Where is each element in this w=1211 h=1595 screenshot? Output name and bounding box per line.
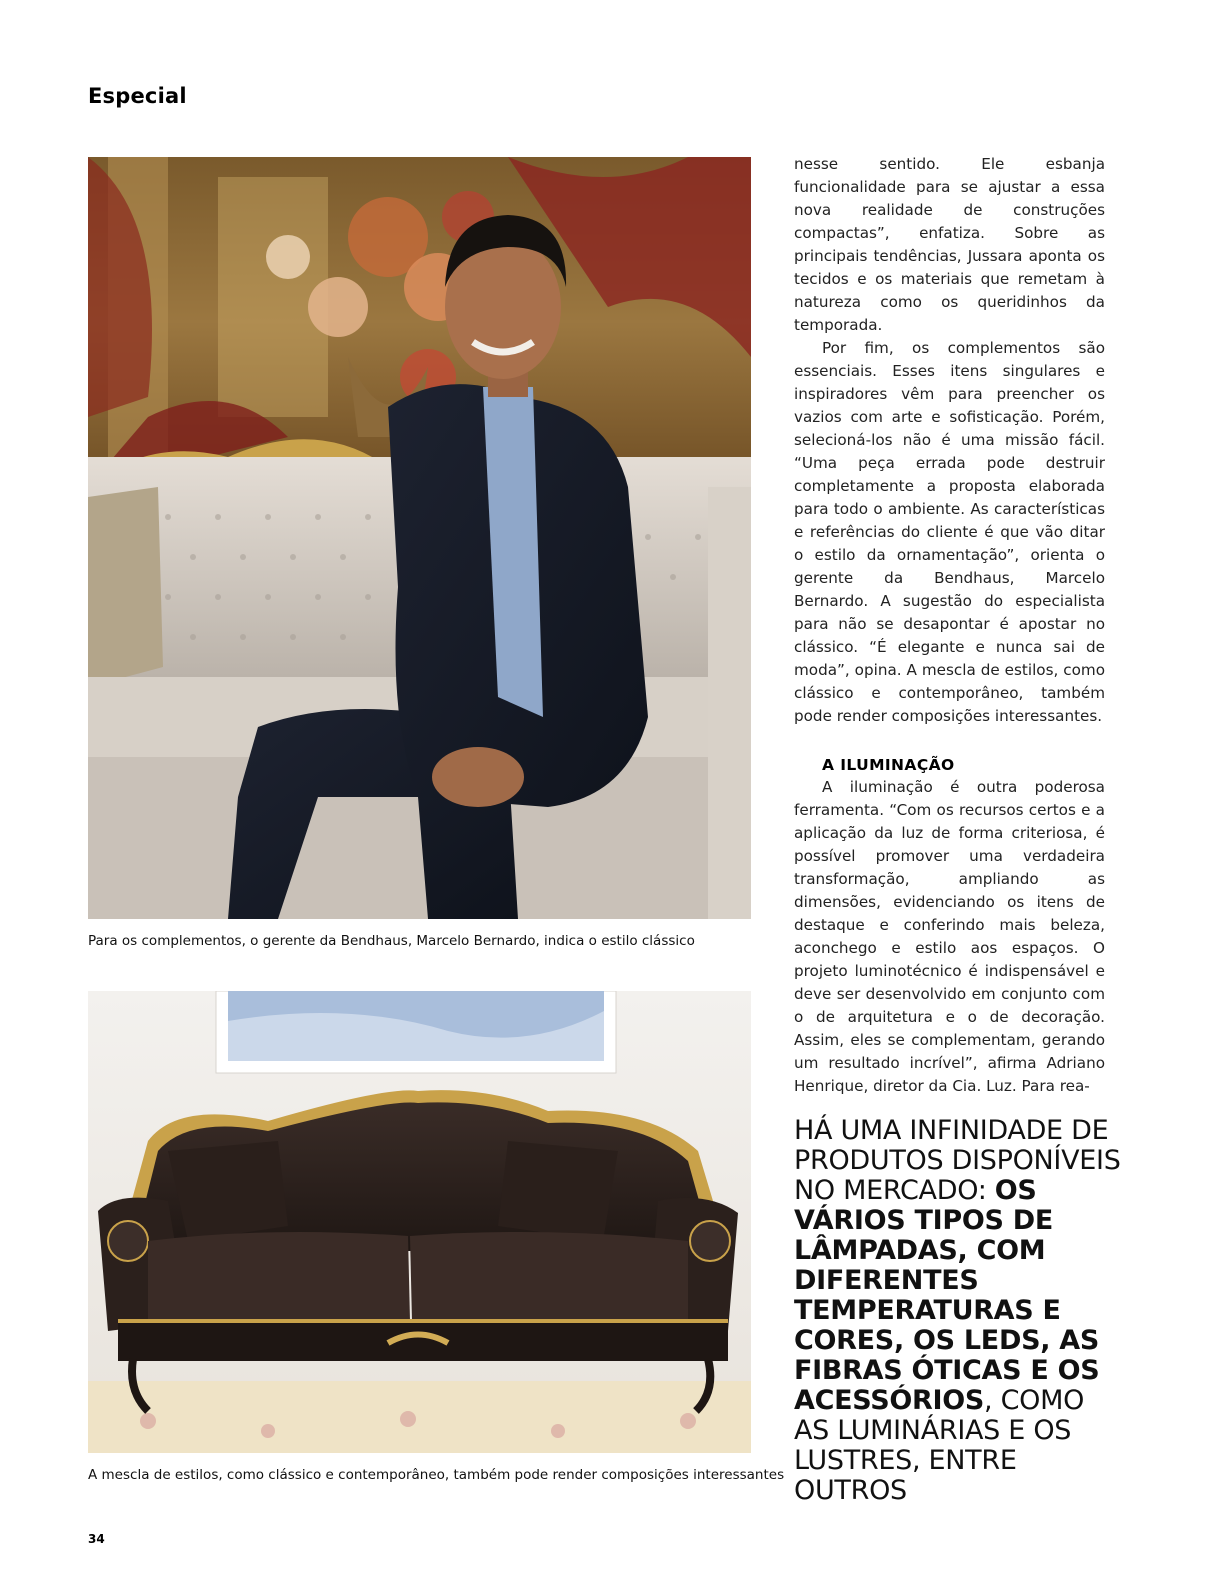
- article-column: [794, 153, 1105, 1098]
- pull-quote-tail: , COMO AS LUMINÁRIAS E OS LUSTRES, ENTRE OUTROS: [794, 1385, 1085, 1506]
- page-number: 34: [88, 1532, 105, 1546]
- photo-man-on-sofa: [88, 157, 751, 919]
- pull-quote-highlight: OS VÁRIOS TIPOS DE LÂMPADAS, COM DIFERENTES TEMPERATURAS E CORES, OS LEDS, AS FIBRAS ÓTICAS E OS ACESSÓRIOS: [794, 1175, 1100, 1416]
- article-subheading: A ILUMINAÇÃO: [822, 756, 955, 774]
- article-paragraph: Por fim, os complementos são essenciais. Esses itens singulares e inspiradores vêm para preencher os vazios com arte e sofisticação. Porém, selecioná-los não é uma missão fácil. “Uma peça errada pode destruir completamente a proposta elaborada para todo o ambiente. As características e referências do cliente é que vão ditar o estilo da ornamentação”, orienta o gerente da Bendhaus, Marcelo Bernardo. A sugestão do especialista para não se desapontar é apostar no clássico. “É elegante e nunca sai de moda”, opina. A mescla de estilos, como clássico e contemporâneo, também pode render composições interessantes.: [794, 339, 1105, 725]
- pull-quote: [794, 1116, 1124, 1506]
- article-paragraph: nesse sentido. Ele esbanja funcionalidade para se ajustar a essa nova realidade de construções compactas”, enfatiza. Sobre as principais tendências, Jussara aponta os tecidos e os materiais que remetam à natureza como os queridinhos da temporada.: [794, 155, 1105, 334]
- photo-velvet-sofa: [88, 991, 751, 1453]
- man-on-sofa-illustration: [88, 157, 751, 919]
- pull-quote-lead: HÁ UMA INFINIDADE DE PRODUTOS DISPONÍVEIS NO MERCADO:: [794, 1115, 1121, 1206]
- velvet-sofa-illustration: [88, 991, 751, 1453]
- article-paragraph: A iluminação é outra poderosa ferramenta. “Com os recursos certos e a aplicação da luz de forma criteriosa, é possível promover uma verdadeira transformação, ampliando as dimensões, evidenciando os itens de destaque e conferindo mais beleza, aconchego e estilo aos espaços. O projeto luminotécnico é indispensável e deve ser desenvolvido em conjunto com o de arquitetura e o de decoração. Assim, eles se complementam, gerando um resultado incrível”, afirma Adriano Henrique, diretor da Cia. Luz. Para rea-: [794, 778, 1105, 1095]
- photo-caption: Para os complementos, o gerente da Bendhaus, Marcelo Bernardo, indica o estilo clássico: [88, 933, 695, 949]
- section-label: Especial: [88, 84, 187, 108]
- photo-caption: A mescla de estilos, como clássico e contemporâneo, também pode render composições interessantes: [88, 1467, 785, 1483]
